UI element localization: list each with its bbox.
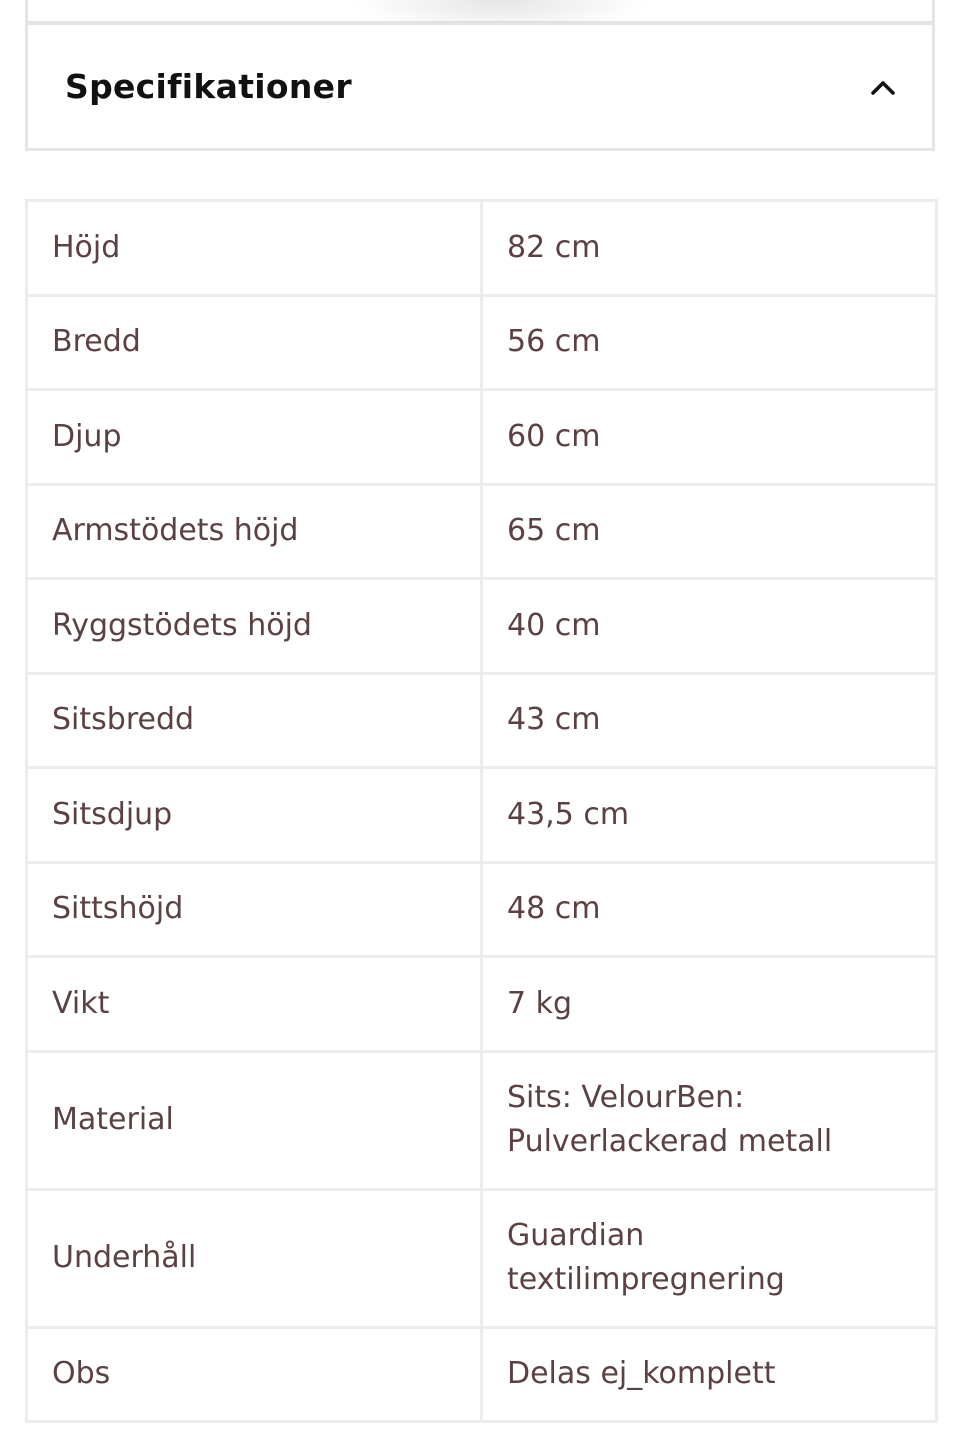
spec-value: 43,5 cm	[482, 768, 937, 863]
spec-value: Delas ej_komplett	[482, 1327, 937, 1422]
table-row	[27, 862, 937, 957]
table-row	[27, 484, 937, 579]
spec-label: Sittshöjd	[27, 862, 482, 957]
spec-value: 43 cm	[482, 673, 937, 768]
spec-value: 48 cm	[482, 862, 937, 957]
spec-label: Vikt	[27, 957, 482, 1052]
spec-value: 7 kg	[482, 957, 937, 1052]
spec-value: 40 cm	[482, 579, 937, 674]
spec-label: Material	[27, 1051, 482, 1189]
table-row	[27, 957, 937, 1052]
spec-value: 56 cm	[482, 295, 937, 390]
spec-label: Underhåll	[27, 1189, 482, 1327]
spec-label: Obs	[27, 1327, 482, 1422]
accordion-title: Specifikationer	[65, 67, 352, 106]
table-row	[27, 1189, 937, 1327]
spec-label: Sitsbredd	[27, 673, 482, 768]
table-row	[27, 768, 937, 863]
specifications-accordion-header[interactable]	[25, 22, 935, 151]
table-row	[27, 1327, 937, 1422]
spec-label: Armstödets höjd	[27, 484, 482, 579]
spec-value: 82 cm	[482, 201, 937, 296]
spec-label: Ryggstödets höjd	[27, 579, 482, 674]
table-row	[27, 201, 937, 296]
table-row	[27, 579, 937, 674]
specifications-table	[25, 199, 938, 1423]
spec-label: Sitsdjup	[27, 768, 482, 863]
table-row	[27, 1051, 937, 1189]
table-row	[27, 673, 937, 768]
spec-label: Bredd	[27, 295, 482, 390]
table-row	[27, 295, 937, 390]
chevron-up-icon[interactable]	[868, 72, 898, 102]
spec-value: 60 cm	[482, 390, 937, 485]
spec-value: Sits: VelourBen: Pulverlackerad metall	[482, 1051, 937, 1189]
spec-value: 65 cm	[482, 484, 937, 579]
spec-label: Djup	[27, 390, 482, 485]
spec-value: Guardian textilimpregnering	[482, 1189, 937, 1327]
spec-label: Höjd	[27, 201, 482, 296]
table-row	[27, 390, 937, 485]
